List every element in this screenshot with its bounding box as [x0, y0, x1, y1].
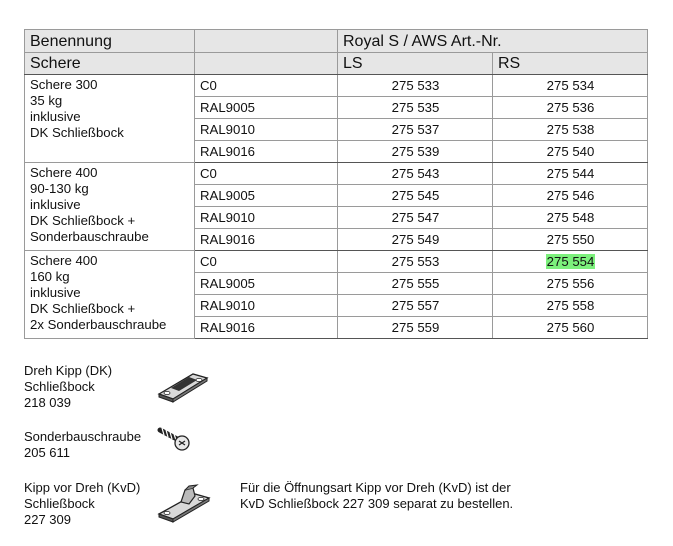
header-empty [195, 30, 338, 53]
color-cell: C0 [195, 75, 338, 97]
rs-article-cell [493, 251, 648, 273]
rs-article-cell: 275 556 [493, 273, 648, 295]
header-empty-2 [195, 53, 338, 75]
accessory-number: 227 309 [24, 512, 71, 527]
rs-article-cell: 275 550 [493, 229, 648, 251]
accessory-line: Dreh Kipp (DK) [24, 363, 113, 378]
rs-article-cell: 275 534 [493, 75, 648, 97]
note-line: Für die Öffnungsart Kipp vor Dreh (KvD) ist der [240, 480, 511, 495]
ls-article-cell: 275 549 [338, 229, 493, 251]
color-cell: RAL9005 [195, 185, 338, 207]
kvd-strike-plate-icon [155, 484, 213, 524]
ls-article-cell: 275 557 [338, 295, 493, 317]
color-cell: C0 [195, 163, 338, 185]
color-cell: RAL9010 [195, 207, 338, 229]
color-cell: C0 [195, 251, 338, 273]
rs-article-cell: 275 560 [493, 317, 648, 339]
header-schere: Schere [25, 53, 195, 75]
header-ls: LS [338, 53, 493, 75]
color-cell: RAL9005 [195, 273, 338, 295]
accessory-line: Kipp vor Dreh (KvD) [24, 480, 141, 495]
accessory-sonderbauschraube [24, 429, 141, 461]
header-article-number: Royal S / AWS Art.-Nr. [338, 30, 648, 53]
header-benennung: Benennung [25, 30, 195, 53]
rs-article-cell: 275 540 [493, 141, 648, 163]
ls-article-cell: 275 537 [338, 119, 493, 141]
color-cell: RAL9005 [195, 97, 338, 119]
note-line: KvD Schließbock 227 309 separat zu bestellen. [240, 496, 514, 511]
ls-article-cell: 275 539 [338, 141, 493, 163]
rs-article-cell: 275 536 [493, 97, 648, 119]
rs-article-cell: 275 538 [493, 119, 648, 141]
accessory-kvd-schliessbock [24, 480, 140, 528]
accessory-line: Schließbock [24, 379, 95, 394]
ls-article-cell: 275 545 [338, 185, 493, 207]
accessory-line: Sonderbauschraube [24, 429, 142, 444]
accessory-number: 205 611 [24, 445, 71, 460]
rs-article-cell: 275 548 [493, 207, 648, 229]
parts-table [24, 29, 648, 339]
table-header-row [25, 30, 648, 53]
accessory-line: Schließbock [24, 496, 95, 511]
ls-article-cell: 275 535 [338, 97, 493, 119]
header-rs: RS [493, 53, 648, 75]
highlighted-article-number: 275 554 [546, 254, 595, 269]
color-cell: RAL9016 [195, 229, 338, 251]
color-cell: RAL9016 [195, 141, 338, 163]
rs-article-cell: 275 544 [493, 163, 648, 185]
table-row [25, 251, 648, 273]
table-row [25, 75, 648, 97]
ls-article-cell: 275 555 [338, 273, 493, 295]
table-subheader-row [25, 53, 648, 75]
color-cell: RAL9010 [195, 119, 338, 141]
ls-article-cell: 275 553 [338, 251, 493, 273]
table-row [25, 163, 648, 185]
ls-article-cell: 275 559 [338, 317, 493, 339]
ls-article-cell: 275 543 [338, 163, 493, 185]
color-cell: RAL9016 [195, 317, 338, 339]
color-cell: RAL9010 [195, 295, 338, 317]
rs-article-cell: 275 546 [493, 185, 648, 207]
screw-icon [157, 426, 193, 452]
ls-article-cell: 275 533 [338, 75, 493, 97]
product-name-cell: Schere 300 35 kg inklusive DK Schließbock [25, 75, 195, 163]
dk-strike-plate-icon [155, 368, 211, 404]
ls-article-cell: 275 547 [338, 207, 493, 229]
product-name-cell: Schere 400 160 kg inklusive DK Schließbock + 2x Sonderbauschraube [25, 251, 195, 339]
product-name-cell: Schere 400 90-130 kg inklusive DK Schließbock + Sonderbauschraube [25, 163, 195, 251]
rs-article-cell: 275 558 [493, 295, 648, 317]
kvd-order-note [240, 480, 513, 512]
accessory-number: 218 039 [24, 395, 71, 410]
accessory-dk-schliessbock [24, 363, 112, 411]
